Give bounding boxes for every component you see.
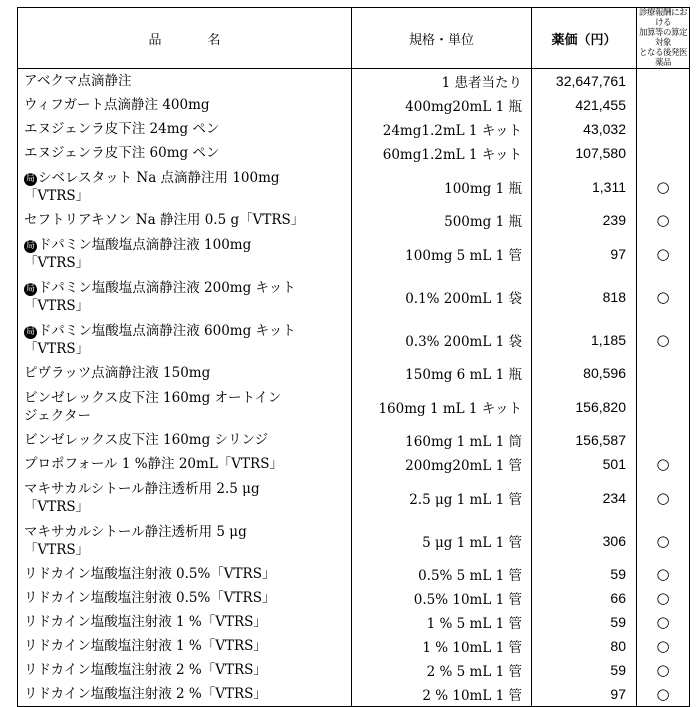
price-cell: 66 xyxy=(532,586,637,610)
spec-cell: 0.5% 10mL 1 管 xyxy=(352,586,532,610)
generic-target-cell xyxy=(637,476,690,519)
price-cell: 97 xyxy=(532,232,637,275)
circle-mark-icon: ○ xyxy=(656,488,670,507)
generic-target-cell xyxy=(637,634,690,658)
drug-name-line2: 「VTRS」 xyxy=(24,498,90,515)
drug-name-cell xyxy=(18,318,352,361)
table-row xyxy=(18,634,690,658)
generic-target-cell xyxy=(637,428,690,452)
circle-mark-icon: ○ xyxy=(656,455,670,473)
table-row xyxy=(18,586,690,610)
table-row xyxy=(18,682,690,707)
spec-cell: 500mg 1 瓶 xyxy=(352,208,532,232)
price-cell: 59 xyxy=(532,562,637,586)
generic-target-cell xyxy=(637,385,690,428)
drug-name-line1: リドカイン塩酸塩注射液 1 %「VTRS」 xyxy=(24,638,267,654)
circle-mark-icon: ○ xyxy=(656,177,670,196)
spec-cell: 24mg1.2mL 1 キット xyxy=(352,117,532,141)
drug-name-cell xyxy=(18,93,352,117)
generic-badge-icon: 局 xyxy=(25,283,35,294)
drug-name-line1: ビンゼレックス皮下注 160mg シリンジ xyxy=(24,432,269,448)
circle-mark-icon: ○ xyxy=(656,565,670,583)
table-row xyxy=(18,428,690,452)
spec-cell: 5 μg 1 mL 1 管 xyxy=(352,519,532,562)
circle-mark-icon: ○ xyxy=(656,211,670,229)
spec-cell: 100mg 1 瓶 xyxy=(352,165,532,208)
table-row xyxy=(18,117,690,141)
spec-cell: 2 % 10mL 1 管 xyxy=(352,682,532,707)
drug-name-line1: マキサカルシトール静注透析用 2.5 μg xyxy=(24,480,260,497)
spec-cell: 1 患者当たり xyxy=(352,69,532,94)
generic-target-cell xyxy=(637,318,690,361)
header-price: 薬価（円） xyxy=(532,8,637,69)
drug-name-cell xyxy=(18,658,352,682)
drug-price-table-container xyxy=(17,7,690,707)
generic-badge-icon: 局 xyxy=(25,240,35,251)
price-cell: 1,311 xyxy=(532,165,637,208)
generic-target-cell xyxy=(637,69,690,94)
generic-target-cell xyxy=(637,658,690,682)
drug-name-cell xyxy=(18,634,352,658)
price-cell: 80,596 xyxy=(532,361,637,385)
drug-name-line1: ビンゼレックス皮下注 160mg オートイン xyxy=(24,389,282,406)
table-header-row xyxy=(18,8,690,69)
spec-cell: 200mg20mL 1 管 xyxy=(352,452,532,476)
spec-cell: 2 % 5 mL 1 管 xyxy=(352,658,532,682)
drug-name-cell xyxy=(18,361,352,385)
spec-cell: 100mg 5 mL 1 管 xyxy=(352,232,532,275)
generic-target-cell xyxy=(637,93,690,117)
spec-cell: 0.1% 200mL 1 袋 xyxy=(352,275,532,318)
table-row xyxy=(18,208,690,232)
drug-name-cell xyxy=(18,586,352,610)
drug-name-line1: リドカイン塩酸塩注射液 0.5%「VTRS」 xyxy=(24,590,276,606)
spec-cell: 400mg20mL 1 瓶 xyxy=(352,93,532,117)
drug-name-cell xyxy=(18,165,352,208)
circle-mark-icon: ○ xyxy=(656,613,670,631)
generic-target-cell xyxy=(637,232,690,275)
drug-name-line1: ドパミン塩酸塩点滴静注液 100mg xyxy=(38,236,252,253)
drug-name-line1: リドカイン塩酸塩注射液 2 %「VTRS」 xyxy=(24,686,267,702)
drug-name-line1: ピヴラッツ点滴静注液 150mg xyxy=(24,365,211,381)
circle-mark-icon: ○ xyxy=(656,637,670,655)
price-cell: 32,647,761 xyxy=(532,69,637,94)
drug-name-cell xyxy=(18,452,352,476)
table-row xyxy=(18,476,690,519)
drug-name-line1: ウィフガート点滴静注 400mg xyxy=(24,97,210,113)
generic-target-cell xyxy=(637,165,690,208)
generic-badge-icon: 局 xyxy=(25,173,35,184)
table-row xyxy=(18,93,690,117)
drug-name-cell xyxy=(18,385,352,428)
drug-name-line1: セフトリアキソン Na 静注用 0.5 g「VTRS」 xyxy=(24,212,305,228)
price-cell: 107,580 xyxy=(532,141,637,165)
drug-name-line1: エヌジェンラ皮下注 24mg ペン xyxy=(24,121,220,137)
price-cell: 306 xyxy=(532,519,637,562)
drug-name-cell xyxy=(18,428,352,452)
drug-name-cell xyxy=(18,208,352,232)
table-row xyxy=(18,275,690,318)
drug-name-cell xyxy=(18,519,352,562)
price-cell: 43,032 xyxy=(532,117,637,141)
table-row xyxy=(18,361,690,385)
drug-name-line2: 「VTRS」 xyxy=(24,297,90,314)
price-cell: 421,455 xyxy=(532,93,637,117)
circle-mark-icon: ○ xyxy=(656,244,670,263)
generic-badge-icon: 局 xyxy=(25,326,35,337)
spec-cell: 60mg1.2mL 1 キット xyxy=(352,141,532,165)
spec-cell: 0.5% 5 mL 1 管 xyxy=(352,562,532,586)
drug-price-table xyxy=(17,7,690,707)
generic-target-cell xyxy=(637,562,690,586)
drug-name-line1: マキサカルシトール静注透析用 5 μg xyxy=(24,523,247,540)
spec-cell: 1 % 10mL 1 管 xyxy=(352,634,532,658)
table-row xyxy=(18,610,690,634)
drug-name-line1: リドカイン塩酸塩注射液 0.5%「VTRS」 xyxy=(24,566,276,582)
price-cell: 234 xyxy=(532,476,637,519)
price-cell: 97 xyxy=(532,682,637,707)
generic-target-cell xyxy=(637,682,690,707)
spec-cell: 2.5 μg 1 mL 1 管 xyxy=(352,476,532,519)
price-cell: 59 xyxy=(532,658,637,682)
drug-name-line2: ジェクター xyxy=(24,407,91,424)
table-row xyxy=(18,69,690,94)
price-cell: 818 xyxy=(532,275,637,318)
price-cell: 501 xyxy=(532,452,637,476)
drug-name-line2: 「VTRS」 xyxy=(24,187,90,204)
circle-mark-icon: ○ xyxy=(656,589,670,607)
price-cell: 59 xyxy=(532,610,637,634)
drug-name-cell xyxy=(18,682,352,707)
price-cell: 80 xyxy=(532,634,637,658)
drug-name-line1: プロポフォール 1 %静注 20mL「VTRS」 xyxy=(24,456,283,472)
drug-name-cell xyxy=(18,69,352,94)
generic-target-cell xyxy=(637,208,690,232)
drug-name-line1: アベクマ点滴静注 xyxy=(24,73,132,89)
spec-cell: 1 % 5 mL 1 管 xyxy=(352,610,532,634)
generic-target-cell xyxy=(637,275,690,318)
header-spec-unit: 規格・単位 xyxy=(352,8,532,69)
drug-name-line2: 「VTRS」 xyxy=(24,340,90,357)
header-product-name: 品 名 xyxy=(18,8,352,69)
drug-name-cell xyxy=(18,610,352,634)
circle-mark-icon: ○ xyxy=(656,685,670,703)
generic-target-cell xyxy=(637,452,690,476)
price-cell: 239 xyxy=(532,208,637,232)
drug-name-cell xyxy=(18,275,352,318)
circle-mark-icon: ○ xyxy=(656,287,670,306)
table-row xyxy=(18,562,690,586)
header-generic-target: 診療報酬における 加算等の算定対象 となる後発医薬品 xyxy=(637,8,690,69)
drug-name-line1: エヌジェンラ皮下注 60mg ペン xyxy=(24,145,220,161)
drug-name-cell xyxy=(18,232,352,275)
table-row xyxy=(18,165,690,208)
drug-name-line1: リドカイン塩酸塩注射液 2 %「VTRS」 xyxy=(24,662,267,678)
drug-name-line1: リドカイン塩酸塩注射液 1 %「VTRS」 xyxy=(24,614,267,630)
generic-target-cell xyxy=(637,117,690,141)
table-row xyxy=(18,658,690,682)
circle-mark-icon: ○ xyxy=(656,531,670,550)
circle-mark-icon: ○ xyxy=(656,661,670,679)
drug-name-cell xyxy=(18,141,352,165)
circle-mark-icon: ○ xyxy=(656,330,670,349)
table-row xyxy=(18,141,690,165)
price-cell: 156,820 xyxy=(532,385,637,428)
spec-cell: 150mg 6 mL 1 瓶 xyxy=(352,361,532,385)
drug-name-cell xyxy=(18,117,352,141)
price-cell: 1,185 xyxy=(532,318,637,361)
price-cell: 156,587 xyxy=(532,428,637,452)
drug-name-line2: 「VTRS」 xyxy=(24,254,90,271)
generic-target-cell xyxy=(637,610,690,634)
spec-cell: 0.3% 200mL 1 袋 xyxy=(352,318,532,361)
table-row xyxy=(18,452,690,476)
drug-name-line1: シベレスタット Na 点滴静注用 100mg xyxy=(38,169,280,186)
drug-name-line1: ドパミン塩酸塩点滴静注液 600mg キット xyxy=(38,322,296,339)
table-row xyxy=(18,385,690,428)
spec-cell: 160mg 1 mL 1 キット xyxy=(352,385,532,428)
generic-target-cell xyxy=(637,361,690,385)
spec-cell: 160mg 1 mL 1 筒 xyxy=(352,428,532,452)
drug-name-cell xyxy=(18,476,352,519)
table-row xyxy=(18,318,690,361)
drug-name-cell xyxy=(18,562,352,586)
table-row xyxy=(18,232,690,275)
drug-name-line1: ドパミン塩酸塩点滴静注液 200mg キット xyxy=(38,279,296,296)
generic-target-cell xyxy=(637,519,690,562)
table-row xyxy=(18,519,690,562)
drug-name-line2: 「VTRS」 xyxy=(24,541,90,558)
generic-target-cell xyxy=(637,586,690,610)
generic-target-cell xyxy=(637,141,690,165)
